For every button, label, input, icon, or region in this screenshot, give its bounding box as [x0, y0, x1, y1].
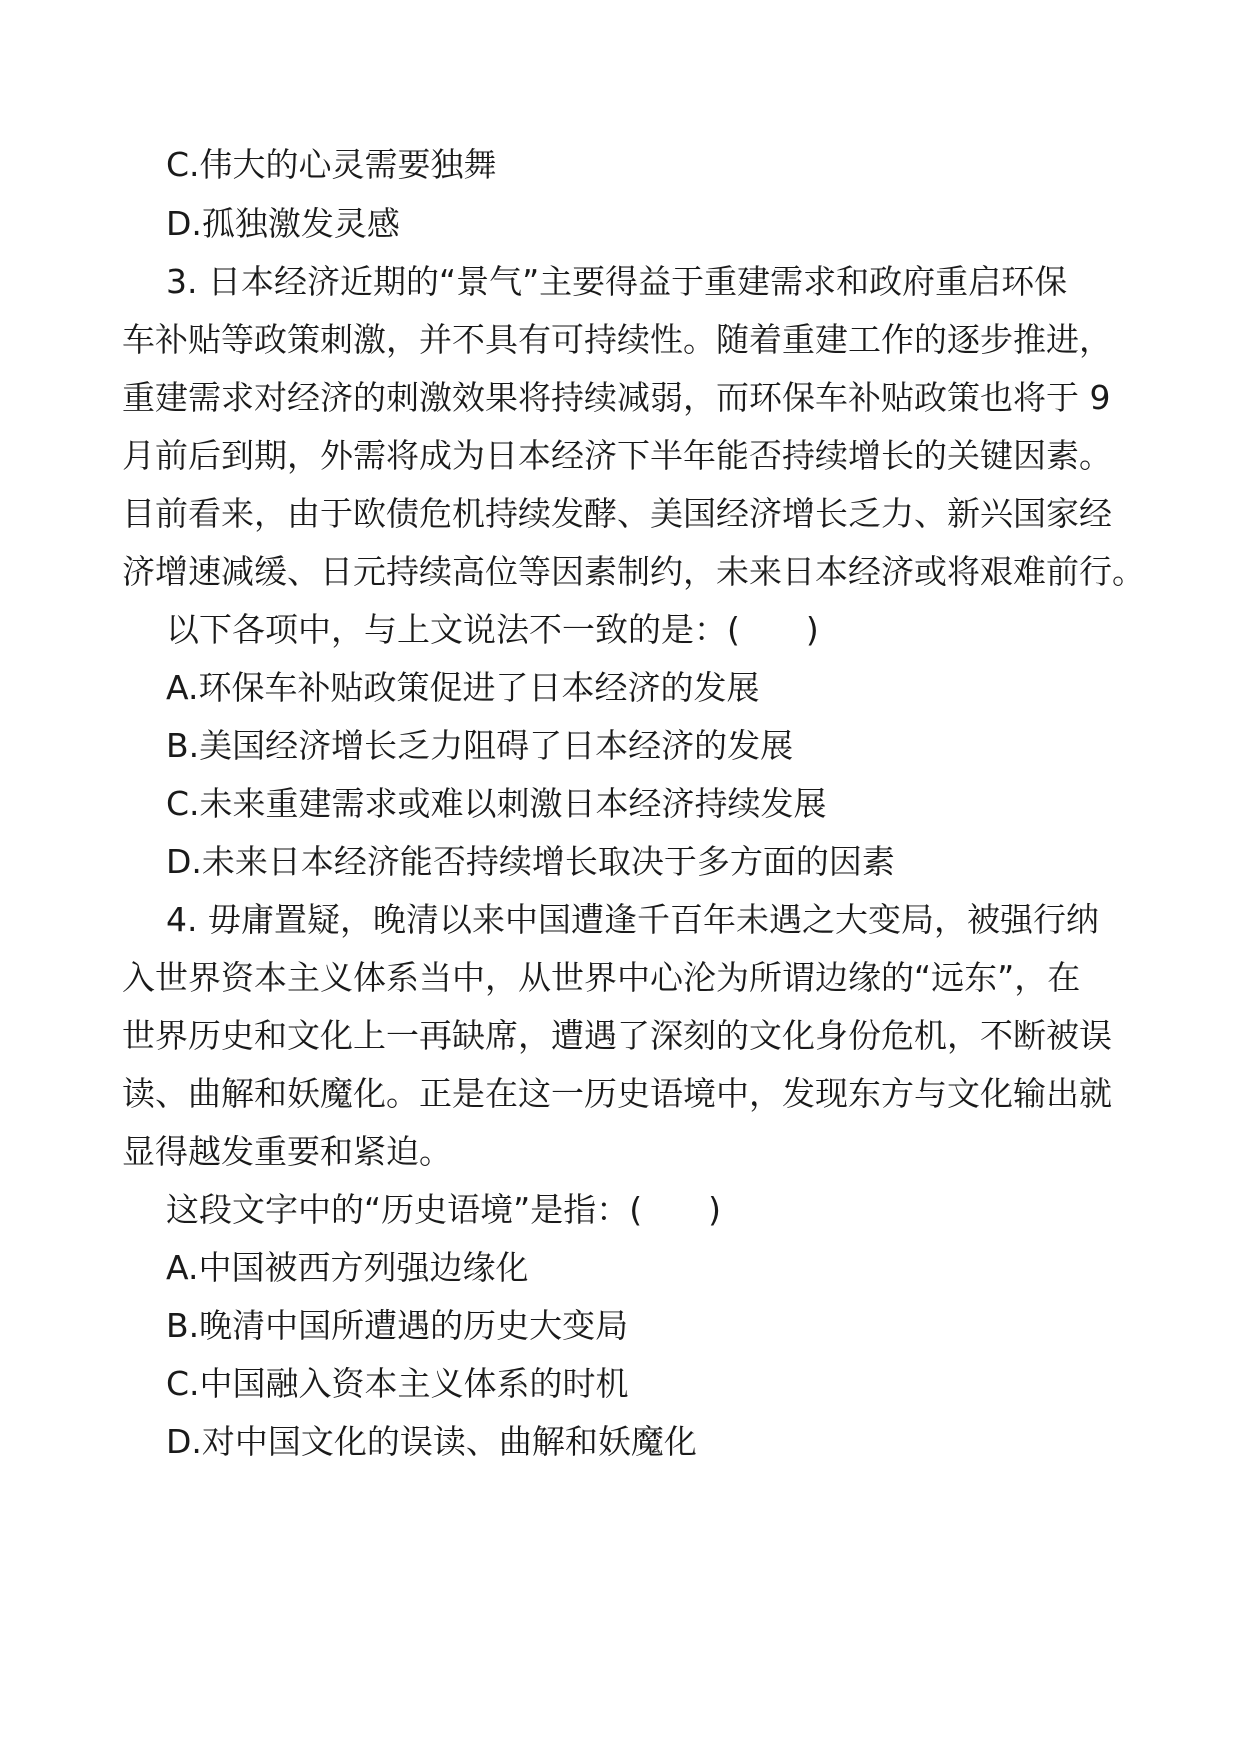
q4-option-d: D.对中国文化的误读、曲解和妖魔化 — [166, 1422, 697, 1461]
q4-question: 这段文字中的“历史语境”是指：( ) — [166, 1190, 721, 1229]
q3-option-c: C.未来重建需求或难以刺激日本经济持续发展 — [166, 784, 827, 823]
q4-passage-line: 4. 毋庸置疑，晚清以来中国遭逢千百年未遇之大变局，被强行纳 — [166, 900, 1099, 939]
q3-passage-line: 目前看来，由于欧债危机持续发酵、美国经济增长乏力、新兴国家经 — [122, 494, 1112, 533]
q3-option-b: B.美国经济增长乏力阻碍了日本经济的发展 — [166, 726, 794, 765]
q3-option-a: A.环保车补贴政策促进了日本经济的发展 — [166, 668, 760, 707]
q4-passage-line: 入世界资本主义体系当中，从世界中心沦为所谓边缘的“远东”，在 — [122, 958, 1081, 997]
q2-option-d: D.孤独激发灵感 — [166, 204, 400, 243]
q3-passage-line: 济增速减缓、日元持续高位等因素制约，未来日本经济或将艰难前行。 — [122, 552, 1145, 591]
q3-passage-line: 重建需求对经济的刺激效果将持续减弱，而环保车补贴政策也将于 9 — [122, 378, 1111, 417]
q3-question: 以下各项中，与上文说法不一致的是：( ) — [166, 610, 819, 649]
q2-option-c: C.伟大的心灵需要独舞 — [166, 145, 497, 184]
q3-option-d: D.未来日本经济能否持续增长取决于多方面的因素 — [166, 842, 895, 881]
q3-passage-line: 月前后到期，外需将成为日本经济下半年能否持续增长的关键因素。 — [122, 436, 1112, 475]
q4-passage-line: 世界历史和文化上一再缺席，遭遇了深刻的文化身份危机，不断被误 — [122, 1016, 1112, 1055]
q3-passage-line: 车补贴等政策刺激，并不具有可持续性。随着重建工作的逐步推进， — [122, 320, 1112, 359]
q4-option-b: B.晚清中国所遭遇的历史大变局 — [166, 1306, 629, 1345]
q4-passage-line: 显得越发重要和紧迫。 — [122, 1132, 452, 1171]
q4-option-c: C.中国融入资本主义体系的时机 — [166, 1364, 629, 1403]
q3-passage-line: 3. 日本经济近期的“景气”主要得益于重建需求和政府重启环保 — [166, 262, 1068, 301]
q4-passage-line: 读、曲解和妖魔化。正是在这一历史语境中，发现东方与文化输出就 — [122, 1074, 1112, 1113]
q4-option-a: A.中国被西方列强边缘化 — [166, 1248, 529, 1287]
